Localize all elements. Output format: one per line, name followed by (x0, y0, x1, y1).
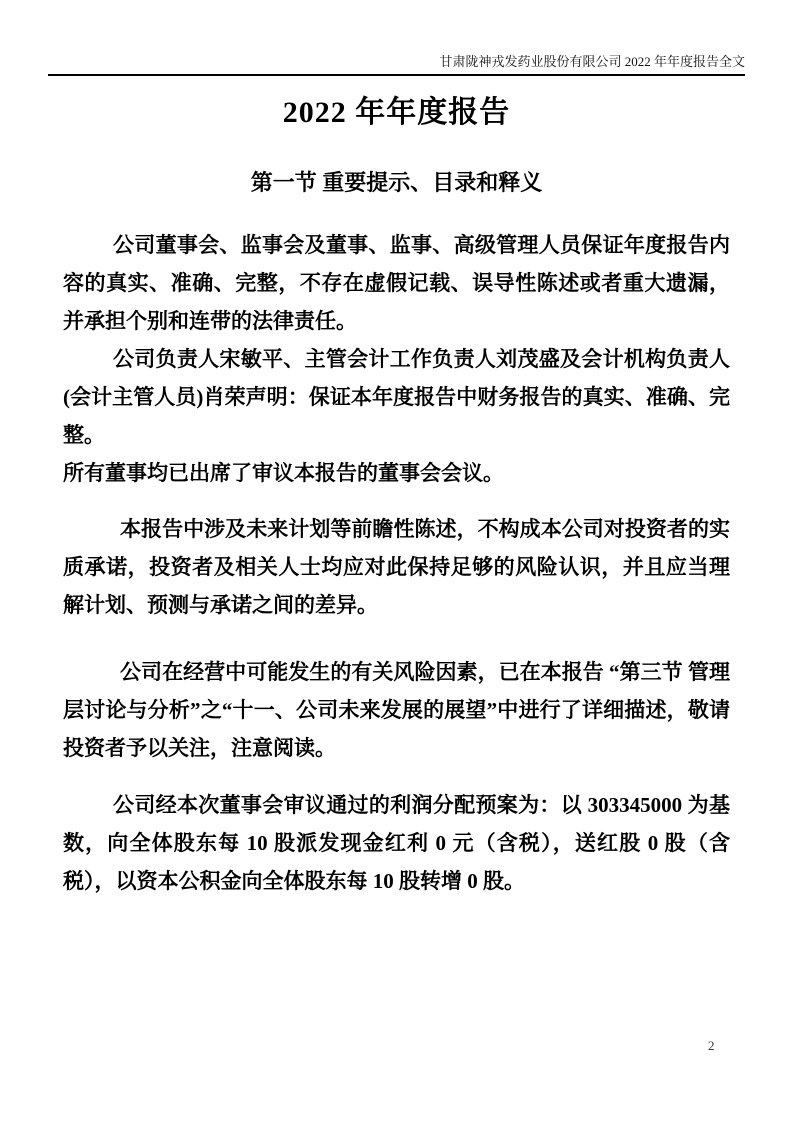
report-title: 2022 年年度报告 (282, 96, 511, 129)
paragraph-profit-distribution-plan: 公司经本次董事会审议通过的利润分配预案为：以 303345000 为基数，向全体股东每 10 股派发现金红利 0 元（含税），送红股 0 股（含税），以资本公积金向全体股东每 10 股转增 0 股。 (63, 793, 730, 893)
paragraph-directors-attendance: 所有董事均已出席了审议本报告的董事会会议。 (63, 461, 504, 485)
paragraph-responsible-persons-statement: 公司负责人宋敏平、主管会计工作负责人刘茂盛及会计机构负责人(会计主管人员)肖荣声明：保证本年度报告中财务报告的真实、准确、完整。 (63, 347, 730, 447)
page-header-running-title: 甘肃陇神戎发药业股份有限公司 2022 年年度报告全文 (48, 0, 745, 76)
section-heading: 第一节 重要提示、目录和释义 (250, 170, 543, 195)
page-number: 2 (708, 1038, 715, 1053)
paragraph-board-guarantee: 公司董事会、监事会及董事、监事、高级管理人员保证年度报告内容的真实、准确、完整，不存在虚假记载、误导性陈述或者重大遗漏，并承担个别和连带的法律责任。 (63, 233, 730, 333)
paragraph-forward-looking-statements: 本报告中涉及未来计划等前瞻性陈述，不构成本公司对投资者的实质承诺，投资者及相关人士均应对此保持足够的风险认识，并且应当理解计划、预测与承诺之间的差异。 (63, 517, 730, 617)
report-body (63, 226, 730, 900)
paragraph-risk-factors: 公司在经营中可能发生的有关风险因素，已在本报告 “第三节 管理层讨论与分析”之“十一、公司未来发展的展望”中进行了详细描述，敬请投资者予以关注，注意阅读。 (63, 660, 730, 760)
